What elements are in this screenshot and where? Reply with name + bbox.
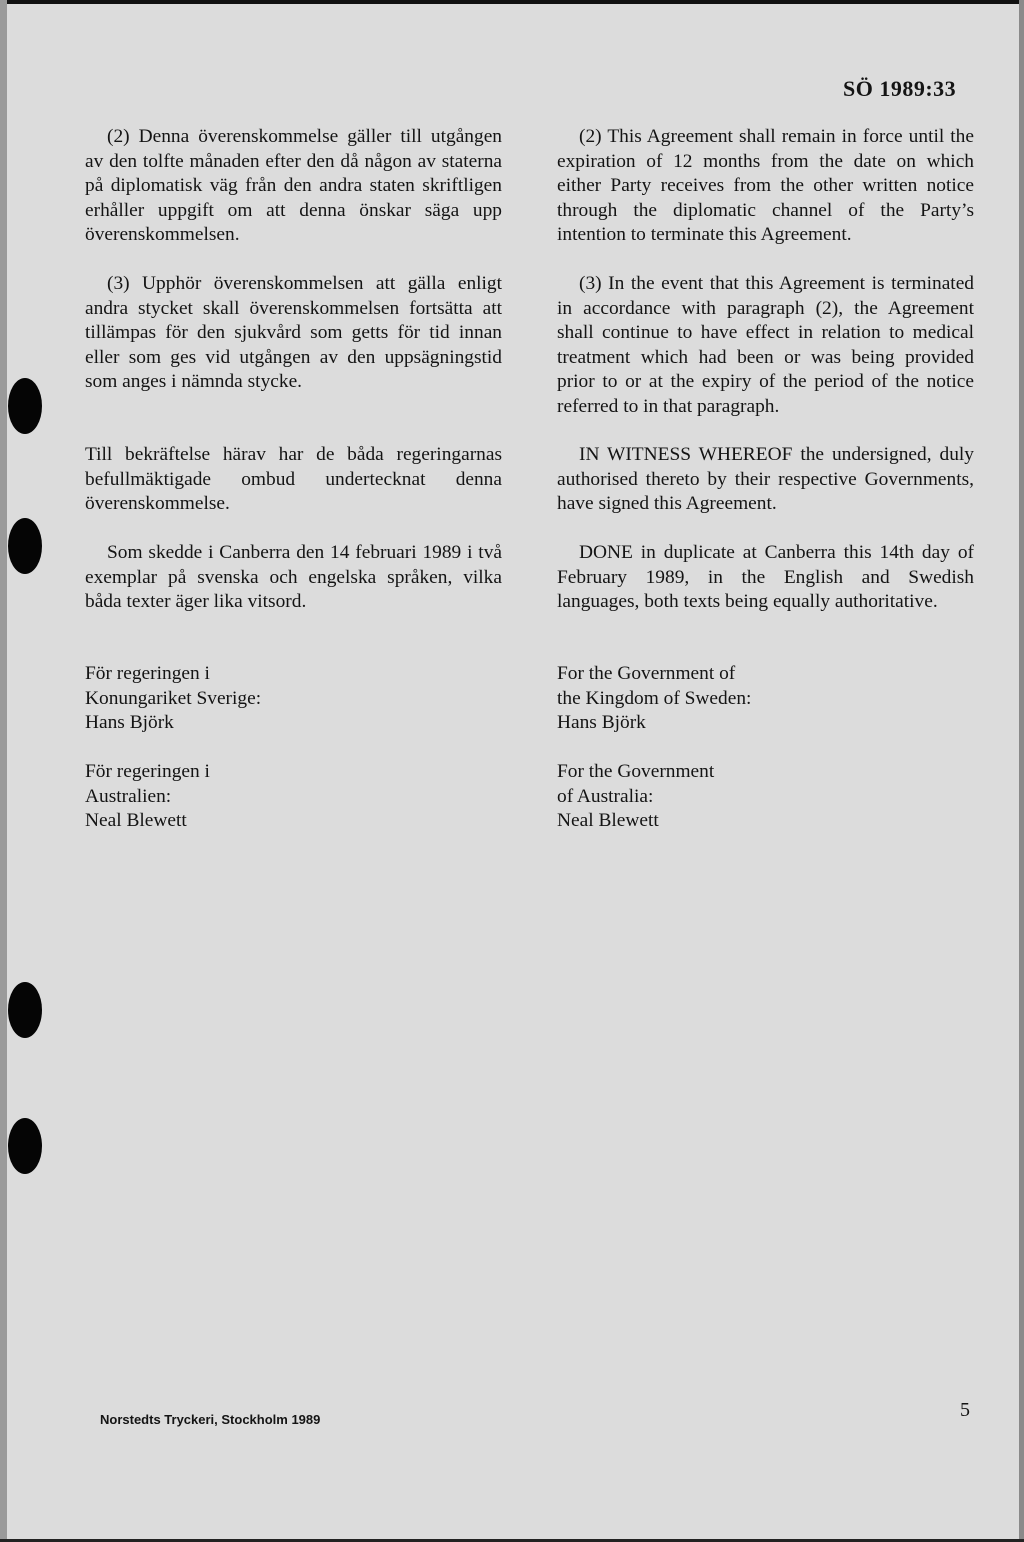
binder-hole (8, 378, 42, 434)
english-paragraph-3-text: (3) In the event that this Agreement is terminated in accordance with paragraph (2), the Agreement shall continue to have effect in relation to medical treatment which had been or was being provided prior to or at the expiry of the period of the notice referred to in that paragraph. (557, 273, 974, 417)
page-top-border (0, 0, 1024, 4)
swedish-paragraph-2-text: (2) Denna överenskommelse gäller till utgången av den tolfte månaden efter den då någon av staterna på diplomatisk väg från den andra staten skriftligen erhåller uppgift om att denna önskar säga upp överenskommelsen. (85, 126, 502, 245)
swedish-witness-text: Till bekräftelse härav har de båda regeringarnas befullmäktigade ombud undertecknat denna överenskommelse. (85, 444, 502, 514)
printer-imprint: Norstedts Tryckeri, Stockholm 1989 (100, 1412, 321, 1427)
english-paragraph-2 (557, 125, 974, 248)
swedish-signature-sweden (85, 662, 261, 736)
signature-line: För regeringen i (85, 761, 210, 782)
signatory-name: Hans Björk (85, 712, 174, 733)
signature-line: Konungariket Sverige: (85, 687, 262, 709)
signatory-name: Neal Blewett (557, 810, 659, 831)
binder-hole (8, 982, 42, 1038)
page-right-edge (1019, 0, 1024, 1542)
signatory-name: Hans Björk (557, 712, 646, 733)
swedish-done-text: Som skedde i Canberra den 14 februari 1989 i två exemplar på svenska och engelska språken, vilka båda texter äger lika vitsord. (85, 542, 502, 612)
binder-hole (8, 518, 42, 574)
swedish-paragraph-3 (85, 272, 502, 395)
swedish-signature-australia (85, 760, 210, 834)
english-paragraph-2-text: (2) This Agreement shall remain in force until the expiration of 12 months from the date on which either Party receives from the other written notice through the diplomatic channel of the Party’s intention to terminate this Agreement. (557, 126, 974, 245)
page-number: 5 (960, 1399, 970, 1421)
binder-hole (8, 1118, 42, 1174)
signatory-name: Neal Blewett (85, 810, 187, 831)
english-witness-clause (557, 443, 974, 517)
english-signature-australia (557, 760, 714, 834)
document-code: SÖ 1989:33 (843, 76, 957, 101)
signature-line: Australien: (85, 785, 172, 807)
swedish-paragraph-3-text: (3) Upphör överenskommelsen att gälla enligt andra stycket skall överenskommelsen fortsätta att tillämpas för den sjukvård som getts för tid innan eller som ges vid utgången av den uppsägningstid som anges i nämnda stycke. (85, 273, 502, 392)
english-signature-sweden (557, 662, 751, 736)
english-done-text: DONE in duplicate at Canberra this 14th day of February 1989, in the English and Swedish languages, both texts being equally authoritative. (557, 542, 974, 612)
signature-line: For the Government (557, 761, 715, 782)
page-left-edge (0, 0, 7, 1542)
signature-line: the Kingdom of Sweden: (557, 687, 752, 709)
english-paragraph-3 (557, 272, 974, 419)
swedish-done-clause (85, 541, 502, 615)
english-witness-text: IN WITNESS WHEREOF the undersigned, duly authorised thereto by their respective Governments, have signed this Agreement. (557, 444, 974, 514)
signature-line: For the Government of (557, 663, 736, 684)
english-done-clause (557, 541, 974, 615)
signature-line: För regeringen i (85, 663, 210, 684)
signature-line: of Australia: (557, 785, 654, 807)
swedish-paragraph-2 (85, 125, 502, 248)
swedish-witness-clause (85, 443, 502, 517)
